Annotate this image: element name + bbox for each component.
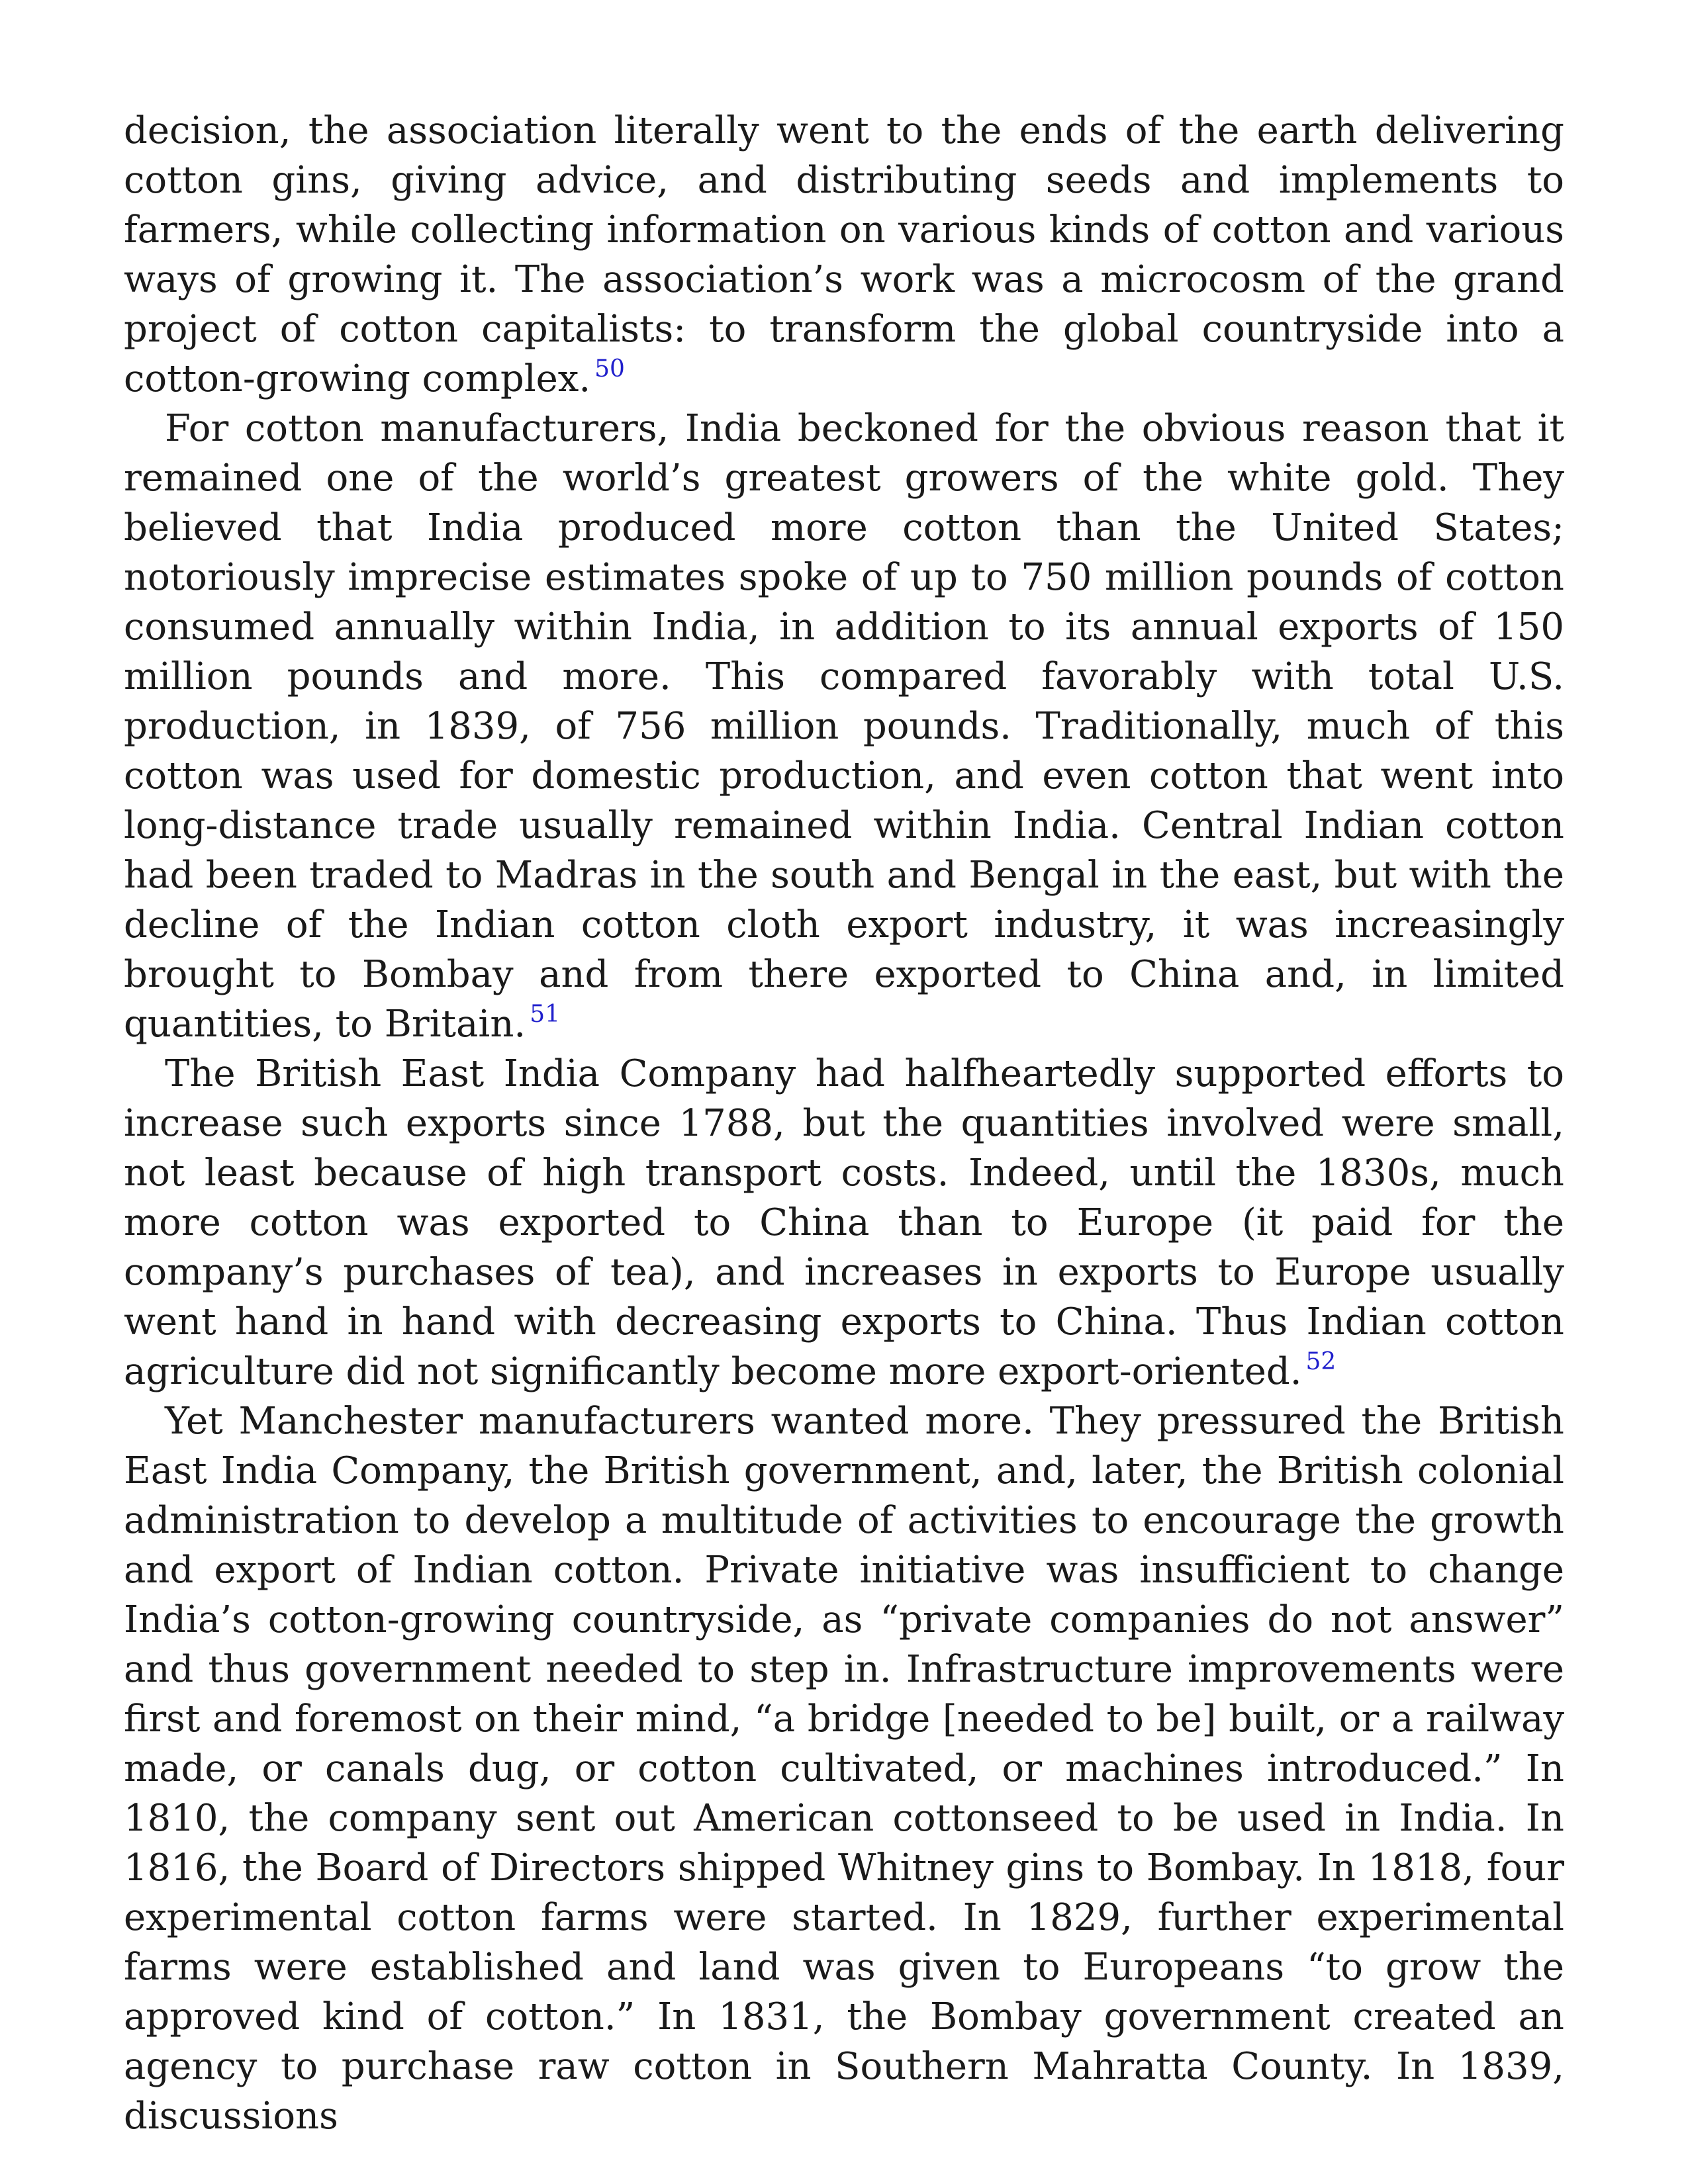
paragraph-india-cotton — [124, 404, 1564, 1049]
footnote-link-51[interactable]: 51 — [530, 1001, 561, 1028]
paragraph-text: Yet Manchester manufacturers wanted more. They pressured the British East India Company, the British government, and, later, the British colonial administration to develop a multitude of activities to encourage the growth and export of Indian cotton. Private initiative was insufficient to change India’s cotton-growing countryside, as “private companies do not answer” and thus government needed to step in. Infrastructure improvements were first and foremost on their mind, “a bridge [needed to be] built, or a railway made, or canals dug, or cotton cultivated, or machines introduced.” In 1810, the company sent out American cottonseed to be used in India. In 1816, the Board of Directors shipped Whitney gins to Bombay. In 1818, four experimental cotton farms were started. In 1829, further experimental farms were established and land was given to Europeans “to grow the approved kind of cotton.” In 1831, the Bombay government created an agency to purchase raw cotton in Southern Mahratta County. In 1839, discussions — [124, 1400, 1564, 2138]
paragraph-manchester-manufacturers — [124, 1396, 1564, 2141]
paragraph-east-india-company — [124, 1049, 1564, 1396]
paragraph-text: The British East India Company had halfheartedly supported efforts to increase such exports since 1788, but the quantities involved were small, not least because of high transport costs. Indeed, until the 1830s, much more cotton was exported to China than to Europe (it paid for the company’s purchases of tea), and increases in exports to Europe usually went hand in hand with decreasing exports to China. Thus Indian cotton agriculture did not significantly become more export-oriented. — [124, 1052, 1564, 1393]
paragraph-text: For cotton manufacturers, India beckoned for the obvious reason that it remained one of the world’s greatest growers of the white gold. They believed that India produced more cotton than the United States; notoriously imprecise estimates spoke of up to 750 million pounds of cotton consumed annually within India, in addition to its annual exports of 150 million pounds and more. This compared favorably with total U.S. production, in 1839, of 756 million pounds. Traditionally, much of this cotton was used for domestic production, and even cotton that went into long-distance trade usually remained within India. Central Indian cotton had been traded to Madras in the south and Bengal in the east, but with the decline of the Indian cotton cloth export industry, it was increasingly brought to Bombay and from there exported to China and, in limited quantities, to Britain. — [124, 407, 1564, 1046]
footnote-link-52[interactable]: 52 — [1305, 1348, 1336, 1375]
paragraph-text: decision, the association literally went to the ends of the earth delivering cotton gins, giving advice, and distributing seeds and implements to farmers, while collecting information on various kinds of cotton and various ways of growing it. The association’s work was a microcosm of the grand project of cotton capitalists: to transform the global countryside into a cotton-growing complex. — [124, 109, 1564, 400]
footnote-link-50[interactable]: 50 — [594, 355, 625, 383]
paragraph-association-work — [124, 106, 1564, 404]
book-page — [124, 106, 1564, 2141]
